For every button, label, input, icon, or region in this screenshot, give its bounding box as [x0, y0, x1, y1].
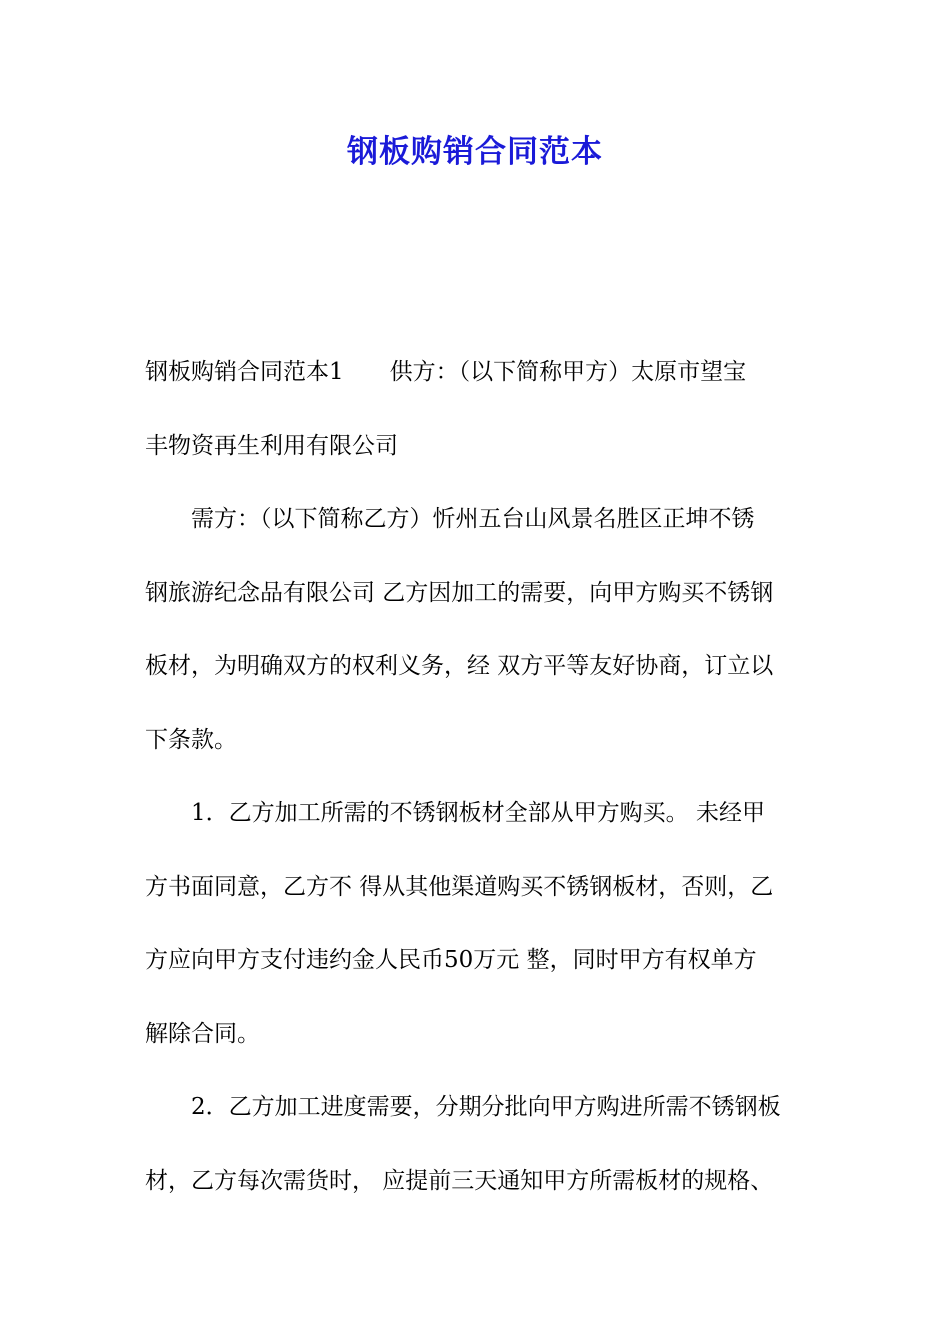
paragraph-line: 钢旅游纪念品有限公司 乙方因加工的需要，向甲方购买不锈钢	[145, 579, 774, 606]
paragraph-line: 板材，为明确双方的权利义务，经 双方平等友好协商，订立以	[145, 653, 774, 679]
paragraph-line: 解除合同。	[145, 1020, 260, 1047]
paragraph-line: 2．乙方加工进度需要，分期分批向甲方购进所需不锈钢板	[191, 1094, 781, 1120]
paragraph-line: 钢板购销合同范本1 供方：（以下简称甲方）太原市望宝	[145, 359, 747, 385]
paragraph-line: 需方：（以下简称乙方）忻州五台山风景名胜区正坤不锈	[191, 506, 755, 532]
paragraph-line: 丰物资再生利用有限公司	[145, 432, 398, 459]
paragraph-line: 下条款。	[145, 726, 237, 753]
paragraph-line: 方书面同意，乙方不 得从其他渠道购买不锈钢板材，否则，乙	[145, 873, 774, 900]
paragraph-line: 材，乙方每次需货时， 应提前三天通知甲方所需板材的规格、	[145, 1167, 774, 1194]
document-title: 钢板购销合同范本	[347, 134, 603, 170]
paragraph-line: 1．乙方加工所需的不锈钢板材全部从甲方购买。 未经甲	[191, 800, 765, 826]
document-body	[145, 336, 810, 1218]
paragraph-line: 方应向甲方支付违约金人民币50万元 整，同时甲方有权单方	[145, 947, 757, 973]
